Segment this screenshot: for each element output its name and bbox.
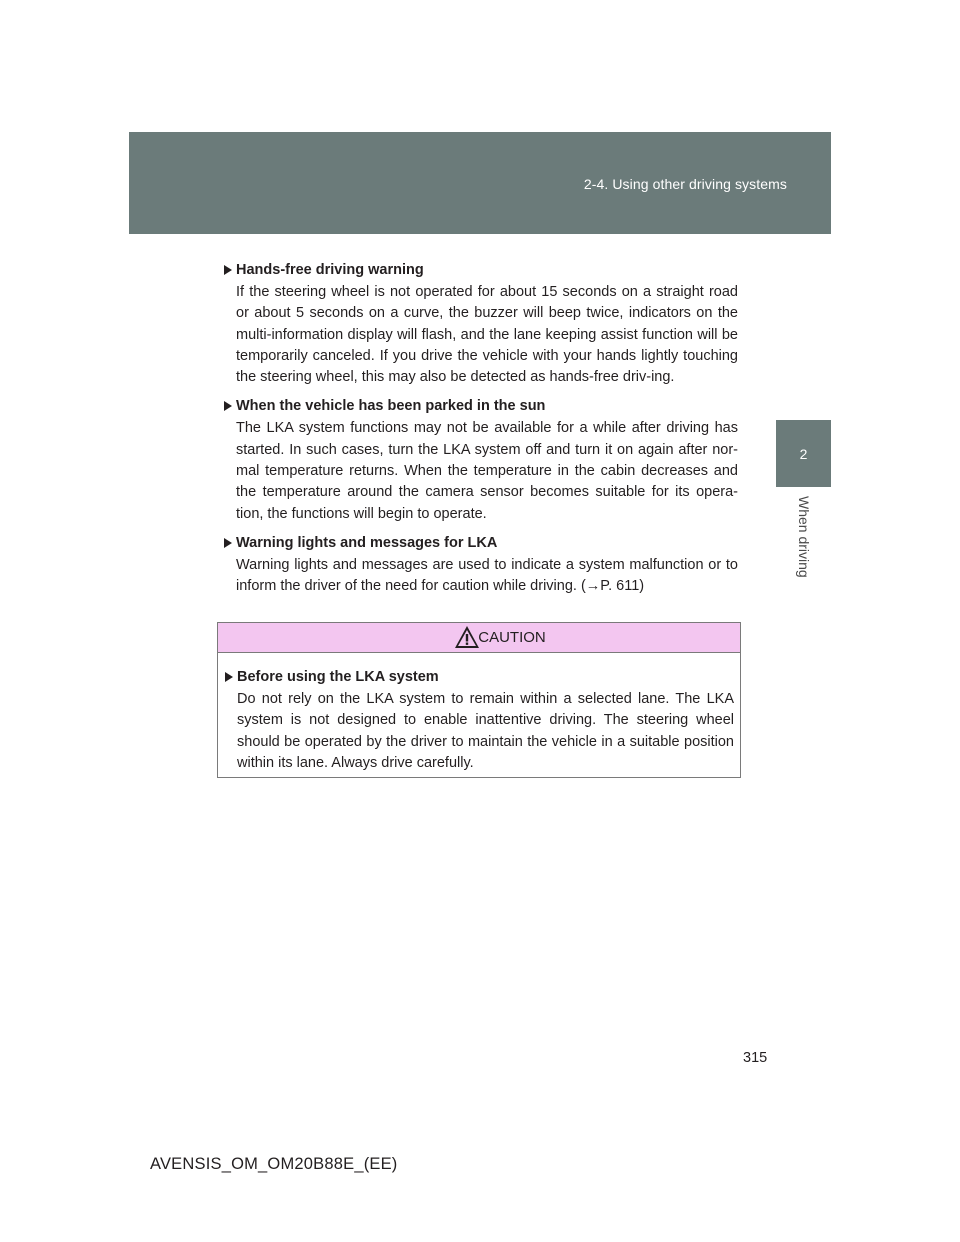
section-heading: When the vehicle has been parked in the sun bbox=[236, 398, 546, 415]
caution-header bbox=[218, 623, 740, 653]
page-number: 315 bbox=[743, 1050, 768, 1066]
warning-triangle-icon bbox=[454, 625, 480, 649]
section-text: If the steering wheel is not operated for about 15 seconds on a straight road or about 5 seconds on a curve, the buzzer will beep twice, indicators on the multi-information display will flash, and the lane keeping assist function will be temporarily canceled. If you drive the vehicle with your hands lightly touching the steering wheel, this may also be detected as hands-free driv-ing. bbox=[236, 284, 738, 386]
section-warning-lights bbox=[224, 531, 738, 598]
section-hands-free bbox=[224, 258, 738, 388]
section-text: Warning lights and messages are used to indicate a system malfunction or to inform the driver of the need for caution while driving. (→P. 611) bbox=[236, 556, 738, 595]
caution-heading: CAUTION bbox=[478, 629, 546, 646]
caution-content bbox=[218, 653, 740, 774]
section-heading: Hands-free driving warning bbox=[236, 262, 424, 278]
main-content bbox=[224, 258, 738, 604]
section-title: 2-4. Using other driving systems bbox=[583, 176, 787, 192]
bullet-icon bbox=[224, 538, 232, 548]
caution-item-text: Do not rely on the LKA system to remain within a selected lane. The LKA system is not designed to enable inattentive driving. The steering wheel should be operated by the driver to maintain the vehicle in a suitable position within its lane. Always drive carefully. bbox=[237, 691, 734, 771]
caution-item-title: Before using the LKA system bbox=[237, 669, 439, 685]
section-parked-in-sun bbox=[224, 394, 738, 524]
chapter-number-tab: 2 bbox=[776, 420, 831, 487]
header-band bbox=[129, 132, 831, 234]
bullet-icon bbox=[225, 672, 233, 682]
bullet-icon bbox=[224, 401, 232, 411]
chapter-label-tab bbox=[776, 492, 831, 592]
chapter-label: When driving bbox=[796, 496, 812, 578]
section-text: The LKA system functions may not be available for a while after driving has started. In such cases, turn the LKA system off and turn it on again after nor-mal temperature returns. When the temperature in the cabin decreases and the temperature around the camera sensor becomes suitable for its opera-tion, the functions will begin to operate. bbox=[236, 420, 738, 522]
section-heading: Warning lights and messages for LKA bbox=[236, 534, 498, 551]
caution-box bbox=[217, 622, 741, 778]
document-code: AVENSIS_OM_OM20B88E_(EE) bbox=[150, 1155, 398, 1173]
bullet-icon bbox=[224, 265, 232, 275]
